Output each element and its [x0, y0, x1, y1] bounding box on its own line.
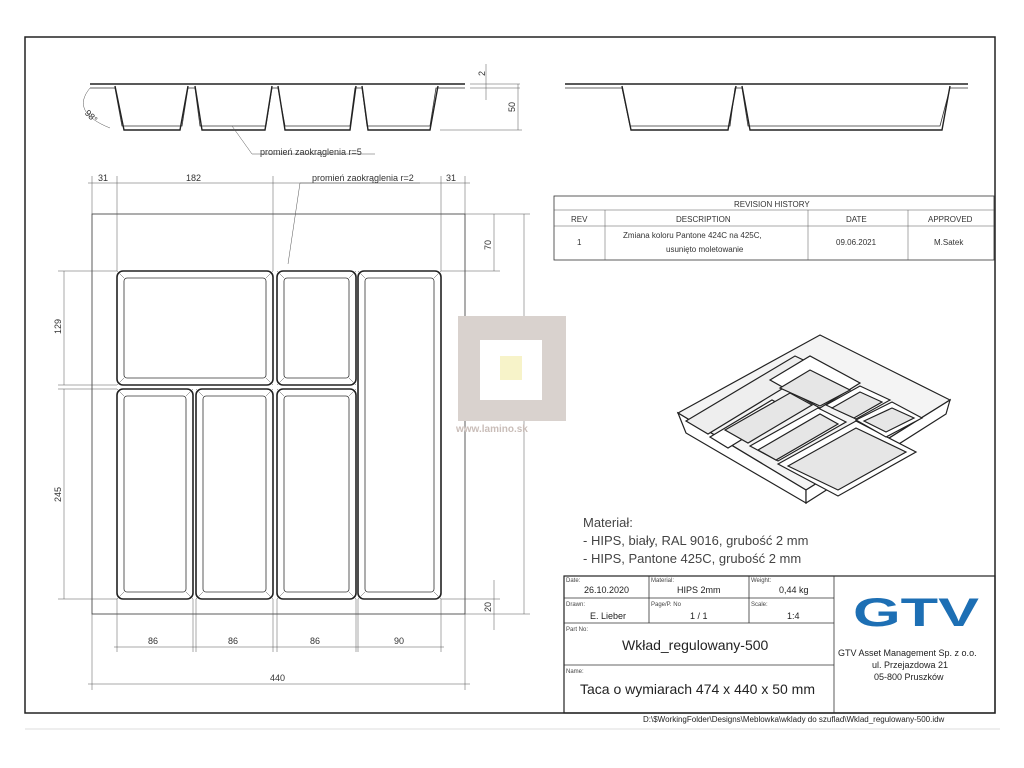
- dim-245: 245: [53, 486, 63, 502]
- gtv-logo: GTV: [853, 591, 980, 635]
- dim-50: 50: [507, 101, 517, 112]
- front-section-view: [83, 64, 522, 157]
- file-path: D:\$WorkingFolder\Designs\Meblowka\wklady do szuflad\Wklad_regulowany-500.idw: [643, 715, 945, 724]
- dim-90: 90: [394, 636, 405, 646]
- dim-86-2: 86: [228, 636, 239, 646]
- watermark-text: www.lamino.sk: [456, 424, 528, 435]
- material-label: Material:: [651, 578, 675, 584]
- dim-70: 70: [483, 239, 493, 250]
- rev-header-description: DESCRIPTION: [676, 215, 731, 224]
- drawn-label: Drawn:: [566, 602, 586, 608]
- title-block: [564, 576, 995, 713]
- name-value: Taca o wymiarach 474 x 440 x 50 mm: [580, 681, 815, 697]
- rev-row-rev: 1: [577, 238, 582, 247]
- name-label: Name:: [566, 669, 584, 675]
- material-value: HIPS 2mm: [677, 585, 721, 595]
- isometric-view: [678, 335, 950, 503]
- dim-31-right: 31: [446, 173, 457, 183]
- page-label: Page/P. No: [651, 602, 681, 608]
- rev-header-rev: REV: [571, 215, 588, 224]
- scale-value: 1:4: [787, 611, 800, 621]
- company-line-2: ul. Przejazdowa 21: [872, 660, 949, 670]
- part-no-value: Wkład_regulowany-500: [622, 637, 769, 653]
- watermark: [455, 316, 566, 435]
- revision-history-table: [554, 196, 994, 260]
- company-line-3: 05-800 Pruszków: [874, 672, 944, 682]
- dim-440: 440: [270, 673, 286, 683]
- dim-129: 129: [53, 318, 63, 334]
- rev-row-desc-2: usunięto moletowanie: [666, 245, 744, 254]
- dim-angle-98: 98°: [82, 107, 100, 125]
- part-no-label: Part No:: [566, 627, 589, 633]
- dim-2: 2: [477, 70, 487, 76]
- rev-row-approved: M.Satek: [934, 238, 964, 247]
- dim-31-left: 31: [98, 173, 109, 183]
- material-line-2: - HIPS, Pantone 425C, grubość 2 mm: [583, 551, 802, 566]
- dim-20: 20: [483, 601, 493, 612]
- date-label: Date:: [566, 578, 581, 584]
- dim-182: 182: [186, 173, 202, 183]
- revision-title: REVISION HISTORY: [734, 200, 810, 209]
- rev-row-date: 09.06.2021: [836, 238, 877, 247]
- rev-header-approved: APPROVED: [928, 215, 973, 224]
- dim-86-1: 86: [148, 636, 159, 646]
- radius-5-note: promień zaokrąglenia r=5: [260, 147, 362, 157]
- weight-label: Weight:: [751, 578, 772, 584]
- side-section-view: [565, 84, 968, 130]
- date-value: 26.10.2020: [584, 585, 630, 595]
- drawn-value: E. Lieber: [590, 611, 627, 621]
- material-title: Materiał:: [583, 515, 633, 530]
- weight-value: 0,44 kg: [779, 585, 809, 595]
- page-value: 1 / 1: [690, 611, 708, 621]
- material-line-1: - HIPS, biały, RAL 9016, grubość 2 mm: [583, 533, 809, 548]
- dim-86-3: 86: [310, 636, 321, 646]
- scale-label: Scale:: [751, 602, 768, 608]
- radius-2-note: promień zaokrąglenia r=2: [312, 173, 414, 183]
- company-line-1: GTV Asset Management Sp. z o.o.: [838, 648, 977, 658]
- rev-header-date: DATE: [846, 215, 867, 224]
- rev-row-desc-1: Zmiana koloru Pantone 424C na 425C,: [623, 231, 762, 240]
